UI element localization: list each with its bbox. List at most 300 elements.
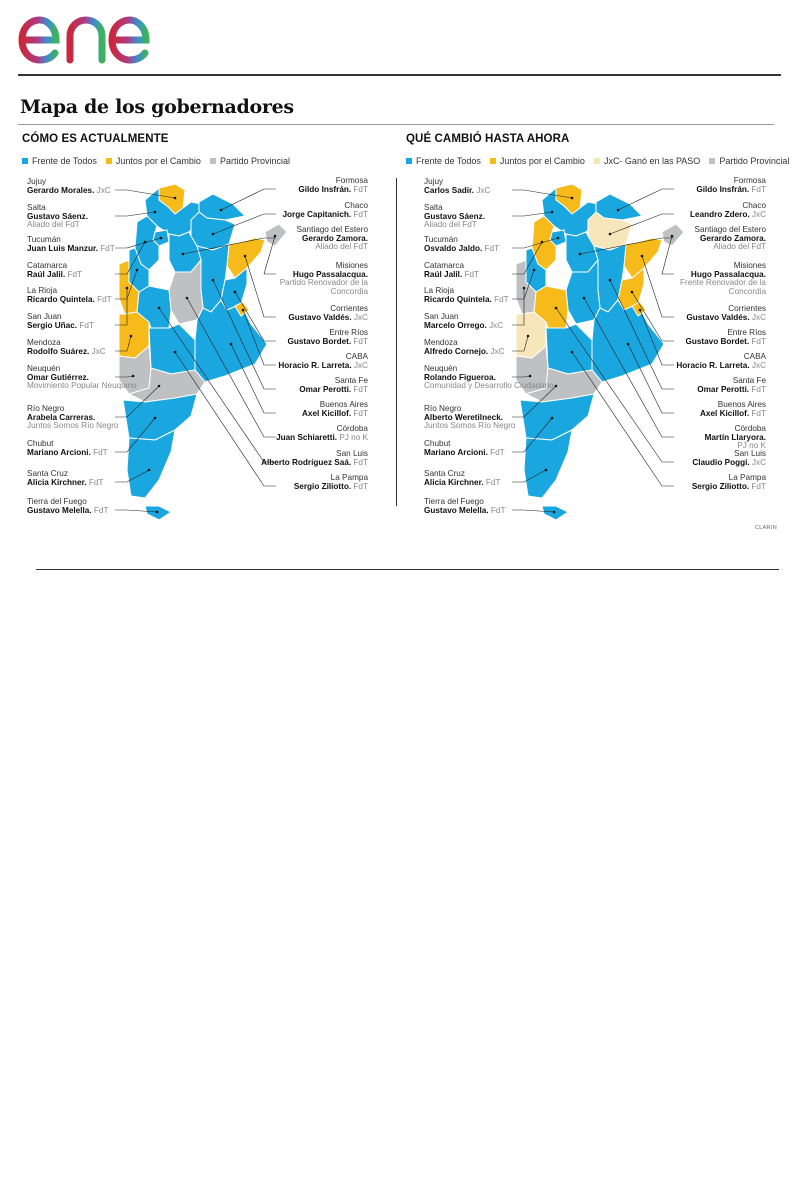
governor-label-chubut xyxy=(424,440,505,457)
leader-dot xyxy=(158,385,161,388)
governor-label-entrerios xyxy=(685,329,766,346)
governor-label-rionegro xyxy=(27,405,118,431)
party-name: FdT xyxy=(86,477,104,487)
leader-line xyxy=(642,256,674,317)
governor-line xyxy=(424,322,503,331)
province-name: Mendoza xyxy=(424,338,458,347)
governor-line xyxy=(27,271,82,280)
party-name: FdT xyxy=(482,243,500,253)
party-name: JxC xyxy=(351,312,368,322)
leader-dot xyxy=(571,351,574,354)
party-name: FdT xyxy=(487,447,505,457)
governor-label-santacruz xyxy=(424,470,500,487)
province-name: Tierra del Fuego xyxy=(424,497,484,506)
governor-name: Alberto Weretilneck. xyxy=(424,412,504,422)
province-name: Jujuy xyxy=(424,177,444,186)
party-name: FdT xyxy=(94,294,112,304)
governor-label-corrientes xyxy=(686,305,766,322)
governor-name: Mariano Arcioni. xyxy=(27,447,91,457)
leader-dot xyxy=(156,511,159,514)
governor-line xyxy=(424,187,490,196)
governor-name: Alfredo Cornejo. xyxy=(424,346,489,356)
governor-name: Leandro Zdero. xyxy=(690,209,750,219)
governor-name: Juan Luis Manzur. xyxy=(27,243,98,253)
party-name: PJ no K xyxy=(337,432,368,442)
governor-line xyxy=(27,245,115,254)
governor-name: Rolando Figueroa. xyxy=(424,372,496,382)
party-name: JxC xyxy=(749,312,766,322)
province-name: Chubut xyxy=(424,439,451,448)
governor-label-sanjuan xyxy=(424,313,503,330)
governor-line xyxy=(424,296,509,305)
party-name: JxC xyxy=(749,209,766,219)
leader-dot xyxy=(244,255,247,258)
leader-dot xyxy=(230,343,233,346)
party-name: FdT xyxy=(462,269,480,279)
party-name: FdT xyxy=(351,481,368,491)
leader-dot xyxy=(641,255,644,258)
page-title: Mapa de los gobernadores xyxy=(20,96,294,118)
province-name: San Luis xyxy=(734,449,766,458)
party-name: JxC xyxy=(749,457,766,467)
governor-label-mendoza xyxy=(27,339,106,356)
leader-line xyxy=(662,236,674,274)
leader-dot xyxy=(186,297,189,300)
leader-dot xyxy=(533,269,536,272)
leader-dot xyxy=(234,291,237,294)
leader-line xyxy=(183,238,276,254)
governor-line xyxy=(27,296,112,305)
governor-label-larioja xyxy=(424,287,509,304)
governor-label-santiago xyxy=(674,226,766,252)
leader-dot xyxy=(174,197,177,200)
governor-name: Rodolfo Suárez. xyxy=(27,346,90,356)
party-name: FdT xyxy=(351,184,368,194)
governor-label-formosa xyxy=(696,177,766,194)
leader-line xyxy=(115,270,137,299)
leader-line xyxy=(512,212,552,216)
province-name: Entre Ríos xyxy=(727,328,766,337)
leader-dot xyxy=(555,307,558,310)
province-name: Tucumán xyxy=(27,235,61,244)
province-name: Chaco xyxy=(344,201,368,210)
province-name: Misiones xyxy=(335,261,368,270)
governor-label-cordoba xyxy=(674,425,766,451)
leader-dot xyxy=(136,269,139,272)
governor-name: Gustavo Valdés. xyxy=(686,312,750,322)
governor-label-tdf xyxy=(27,498,108,515)
leader-line xyxy=(572,352,674,486)
governor-line xyxy=(692,483,766,492)
governor-line xyxy=(700,410,766,419)
leader-dot xyxy=(523,287,526,290)
party-name: FdT xyxy=(91,505,109,515)
leader-dot xyxy=(174,351,177,354)
governor-line xyxy=(261,459,368,468)
governor-name: Axel Kicillof. xyxy=(700,408,750,418)
province-name: La Rioja xyxy=(424,286,455,295)
legend-label: Partido Provincial xyxy=(719,156,790,166)
leader-line xyxy=(115,242,145,274)
leader-line xyxy=(115,336,131,351)
leader-line xyxy=(243,310,276,365)
governor-label-chubut xyxy=(27,440,108,457)
party-name: FdT xyxy=(351,336,368,346)
governor-name: Osvaldo Jaldo. xyxy=(424,243,483,253)
governor-line xyxy=(696,186,766,195)
leader-dot xyxy=(627,343,630,346)
governor-label-sanjuan xyxy=(27,313,94,330)
leader-line xyxy=(610,214,674,234)
governor-name: Claudio Poggi. xyxy=(692,457,750,467)
party-note: Juntos Somos Río Negro xyxy=(424,421,516,431)
party-name: FdT xyxy=(749,408,766,418)
governor-name: Ricardo Quintela. xyxy=(27,294,95,304)
leader-line xyxy=(512,238,558,248)
leader-dot xyxy=(541,241,544,244)
province-name: Entre Ríos xyxy=(329,328,368,337)
governor-name: Raúl Jalil. xyxy=(424,269,463,279)
party-note: Movimiento Popular Neuquino xyxy=(27,381,137,391)
party-note: Aliado del FdT xyxy=(713,242,766,252)
governor-name: Horacio R. Larreta. xyxy=(278,360,352,370)
leader-dot xyxy=(242,309,245,312)
party-name: FdT xyxy=(351,457,368,467)
party-note: Partido Renovador de la Concordia xyxy=(279,278,368,296)
leader-line xyxy=(628,344,674,413)
party-note: Comunidad y Desarrollo Ciudadano xyxy=(424,381,554,391)
province-name: Buenos Aires xyxy=(319,400,368,409)
footer-rule xyxy=(36,569,779,570)
party-name: FdT xyxy=(483,477,501,487)
governor-line xyxy=(686,314,766,323)
leader-line xyxy=(213,214,276,234)
province-name: Neuquén xyxy=(424,364,458,373)
leader-dot xyxy=(631,291,634,294)
governor-label-sanluis xyxy=(261,450,368,467)
governor-name: Gildo Insfrán. xyxy=(696,184,750,194)
leader-line xyxy=(556,308,674,462)
leader-line xyxy=(512,470,546,482)
governor-name: Gustavo Bordet. xyxy=(287,336,352,346)
governor-line xyxy=(692,459,766,468)
governor-label-chaco xyxy=(690,202,766,219)
governor-line xyxy=(298,186,368,195)
leader-line xyxy=(584,298,674,437)
governor-name: Omar Gutiérrez. xyxy=(27,372,89,382)
leader-line xyxy=(231,344,276,413)
governor-label-jujuy xyxy=(27,178,111,195)
governor-name: Gustavo Sáenz. xyxy=(27,211,88,221)
leader-line xyxy=(632,292,674,341)
legend-label: Partido Provincial xyxy=(219,156,290,166)
governor-line xyxy=(282,211,368,220)
province-name: Santiago del Estero xyxy=(296,225,368,234)
governor-label-santacruz xyxy=(27,470,103,487)
leader-dot xyxy=(609,233,612,236)
governor-name: Hugo Passalacqua. xyxy=(292,269,368,279)
governor-line xyxy=(27,507,108,516)
province-name: Tucumán xyxy=(424,235,458,244)
province-name: San Luis xyxy=(336,449,368,458)
governor-label-tucuman xyxy=(424,236,499,253)
province-name: Córdoba xyxy=(734,424,766,433)
party-name: JxC xyxy=(474,185,491,195)
governor-label-entrerios xyxy=(287,329,368,346)
province-name: Chaco xyxy=(742,201,766,210)
governor-name: Axel Kicillof. xyxy=(302,408,352,418)
governor-label-sanluis xyxy=(692,450,766,467)
governor-label-jujuy xyxy=(424,178,490,195)
province-name: Santa Fe xyxy=(732,376,766,385)
party-name: FdT xyxy=(749,184,766,194)
leader-line xyxy=(235,292,276,341)
party-name: JxC xyxy=(749,360,766,370)
party-note: Juntos Somos Río Negro xyxy=(27,421,119,431)
leader-line xyxy=(512,270,534,299)
leader-line xyxy=(618,189,674,210)
legend-label: JxC- Ganó en las PASO xyxy=(603,156,701,166)
party-note: Aliado del FdT xyxy=(27,220,80,230)
party-name: FdT xyxy=(65,269,83,279)
party-name: FdT xyxy=(749,336,766,346)
province-name: San Juan xyxy=(27,312,62,321)
governor-line xyxy=(685,338,766,347)
province-name: Mendoza xyxy=(27,338,61,347)
governor-label-neuquen xyxy=(27,365,137,391)
governor-label-caba xyxy=(278,353,368,370)
leader-dot xyxy=(617,209,620,212)
left-panel-title: CÓMO ES ACTUALMENTE xyxy=(22,133,169,145)
governor-line xyxy=(424,245,499,254)
province-name: CABA xyxy=(345,352,368,361)
governor-line xyxy=(27,449,108,458)
party-name: JxC xyxy=(89,346,106,356)
leader-line xyxy=(512,418,552,452)
governor-label-catamarca xyxy=(27,262,82,279)
leader-line xyxy=(115,212,155,216)
leader-line xyxy=(115,190,175,198)
governor-label-santafe xyxy=(697,377,766,394)
governor-label-larioja xyxy=(27,287,112,304)
province-name: Río Negro xyxy=(27,404,65,413)
leader-line xyxy=(264,236,276,274)
leader-dot xyxy=(130,335,133,338)
party-name: FdT xyxy=(351,408,368,418)
governor-label-santafe xyxy=(299,377,368,394)
governor-label-misiones xyxy=(276,262,368,296)
governor-label-cordoba xyxy=(276,425,368,442)
governor-label-lapampa xyxy=(294,474,368,491)
governor-name: Ricardo Quintela. xyxy=(424,294,492,304)
governor-label-buenosaires xyxy=(302,401,368,418)
leader-dot xyxy=(148,469,151,472)
governor-line xyxy=(276,434,368,443)
governor-name: Martín Llaryora. xyxy=(704,432,766,442)
governor-line xyxy=(288,314,368,323)
governor-name: Gildo Insfrán. xyxy=(298,184,352,194)
governor-label-mendoza xyxy=(424,339,505,356)
leader-line xyxy=(512,288,524,325)
governor-label-caba xyxy=(676,353,766,370)
leader-dot xyxy=(182,253,185,256)
leader-dot xyxy=(579,253,582,256)
leader-dot xyxy=(154,417,157,420)
province-name: La Rioja xyxy=(27,286,58,295)
governor-name: Gerardo Zamora. xyxy=(302,233,368,243)
leader-dot xyxy=(126,287,129,290)
governor-name: Omar Perotti. xyxy=(697,384,750,394)
legend-label: Juntos por el Cambio xyxy=(115,156,201,166)
party-note: Frente Renovador de la Concordia xyxy=(679,278,766,296)
governor-name: Omar Perotti. xyxy=(299,384,352,394)
governor-name: Gustavo Bordet. xyxy=(685,336,750,346)
governor-name: Arabela Carreras. xyxy=(27,412,96,422)
province-name: Jujuy xyxy=(27,177,47,186)
governor-name: Gerardo Morales. xyxy=(27,185,95,195)
governor-name: Gustavo Valdés. xyxy=(288,312,352,322)
province-name: Catamarca xyxy=(27,261,68,270)
leader-dot xyxy=(555,385,558,388)
governor-line xyxy=(278,362,368,371)
governor-line xyxy=(27,187,111,196)
governor-name: Sergio Ziliotto. xyxy=(293,481,352,491)
party-name: JxC xyxy=(94,185,111,195)
governor-name: Alicia Kirchner. xyxy=(424,477,484,487)
governor-label-buenosaires xyxy=(700,401,766,418)
province-name: Córdoba xyxy=(336,424,368,433)
governor-line xyxy=(424,479,500,488)
leader-line xyxy=(512,242,542,274)
legend-label: Frente de Todos xyxy=(416,156,481,166)
governor-label-misiones xyxy=(674,262,766,296)
credit: CLARIN xyxy=(755,525,777,531)
governor-name: Raúl Jalil. xyxy=(27,269,66,279)
province-name: Tierra del Fuego xyxy=(27,497,87,506)
province-name: Santa Cruz xyxy=(424,469,465,478)
leader-line xyxy=(115,238,161,248)
leader-dot xyxy=(551,417,554,420)
province-name: Formosa xyxy=(733,176,766,185)
leader-dot xyxy=(144,241,147,244)
leader-line xyxy=(512,336,528,351)
governor-label-tucuman xyxy=(27,236,115,253)
governor-line xyxy=(424,348,505,357)
governor-label-corrientes xyxy=(288,305,368,322)
party-name: FdT xyxy=(749,384,766,394)
province-name: Santa Fe xyxy=(334,376,368,385)
leader-line xyxy=(115,418,155,452)
governor-name: Mariano Arcioni. xyxy=(424,447,488,457)
governor-line xyxy=(690,211,766,220)
party-note: Aliado del FdT xyxy=(315,242,368,252)
party-name: FdT xyxy=(90,447,108,457)
governor-line xyxy=(424,507,505,516)
leader-dot xyxy=(609,279,612,282)
governor-label-lapampa xyxy=(692,474,766,491)
province-name: Río Negro xyxy=(424,404,462,413)
leader-dot xyxy=(158,307,161,310)
governor-label-tdf xyxy=(424,498,505,515)
governor-name: Gerardo Zamora. xyxy=(700,233,766,243)
leader-dot xyxy=(212,279,215,282)
province-name: La Pampa xyxy=(330,473,368,482)
province-name: Catamarca xyxy=(424,261,465,270)
governor-label-salta xyxy=(424,204,485,230)
governor-name: Hugo Passalacqua. xyxy=(690,269,766,279)
leader-dot xyxy=(212,233,215,236)
party-note: Aliado del FdT xyxy=(424,220,477,230)
governor-name: Alberto Rodríguez Saá. xyxy=(261,457,352,467)
leader-dot xyxy=(527,335,530,338)
governor-line xyxy=(287,338,368,347)
governor-name: Horacio R. Larreta. xyxy=(676,360,750,370)
leader-dot xyxy=(551,211,554,214)
leader-dot xyxy=(160,237,163,240)
leader-line xyxy=(512,510,554,512)
governor-line xyxy=(294,483,368,492)
legend-label: Frente de Todos xyxy=(32,156,97,166)
governor-name: Jorge Capitanich. xyxy=(282,209,352,219)
governor-line xyxy=(27,348,106,357)
province-name: Formosa xyxy=(335,176,368,185)
governor-line xyxy=(27,322,94,331)
party-name: FdT xyxy=(488,505,506,515)
province-name: La Pampa xyxy=(728,473,766,482)
province-name: Buenos Aires xyxy=(717,400,766,409)
province-name: Salta xyxy=(424,203,443,212)
party-name: FdT xyxy=(351,209,368,219)
leader-line xyxy=(115,510,157,512)
leader-dot xyxy=(557,237,560,240)
governor-label-chaco xyxy=(282,202,368,219)
leader-line xyxy=(115,288,127,325)
governor-label-formosa xyxy=(298,177,368,194)
party-name: JxC xyxy=(486,320,504,330)
governor-line xyxy=(299,386,368,395)
leader-dot xyxy=(639,309,642,312)
leader-line xyxy=(512,190,572,198)
governor-label-rionegro xyxy=(424,405,515,431)
right-panel-title: QUÉ CAMBIÓ HASTA AHORA xyxy=(406,133,570,145)
province-name: CABA xyxy=(743,352,766,361)
governor-label-neuquen xyxy=(424,365,554,391)
province-name: Misiones xyxy=(733,261,766,270)
governor-label-catamarca xyxy=(424,262,479,279)
governor-name: Marcelo Orrego. xyxy=(424,320,487,330)
leader-dot xyxy=(545,469,548,472)
party-name: JxC xyxy=(488,346,505,356)
governor-name: Carlos Sadir. xyxy=(424,185,475,195)
party-name: FdT xyxy=(749,481,766,491)
party-name: FdT xyxy=(77,320,94,330)
governor-line xyxy=(424,271,479,280)
governor-name: Sergio Ziliotto. xyxy=(691,481,750,491)
leader-line xyxy=(580,238,674,254)
governor-name: Alicia Kirchner. xyxy=(27,477,87,487)
province-name: Corrientes xyxy=(330,304,368,313)
governor-line xyxy=(697,386,766,395)
leader-line xyxy=(245,256,276,317)
governor-line xyxy=(302,410,368,419)
province-name: Chubut xyxy=(27,439,54,448)
leader-line xyxy=(221,189,276,210)
legend-label: Juntos por el Cambio xyxy=(499,156,585,166)
leader-dot xyxy=(553,511,556,514)
governor-label-salta xyxy=(27,204,88,230)
leader-dot xyxy=(583,297,586,300)
province-name: Santa Cruz xyxy=(27,469,68,478)
